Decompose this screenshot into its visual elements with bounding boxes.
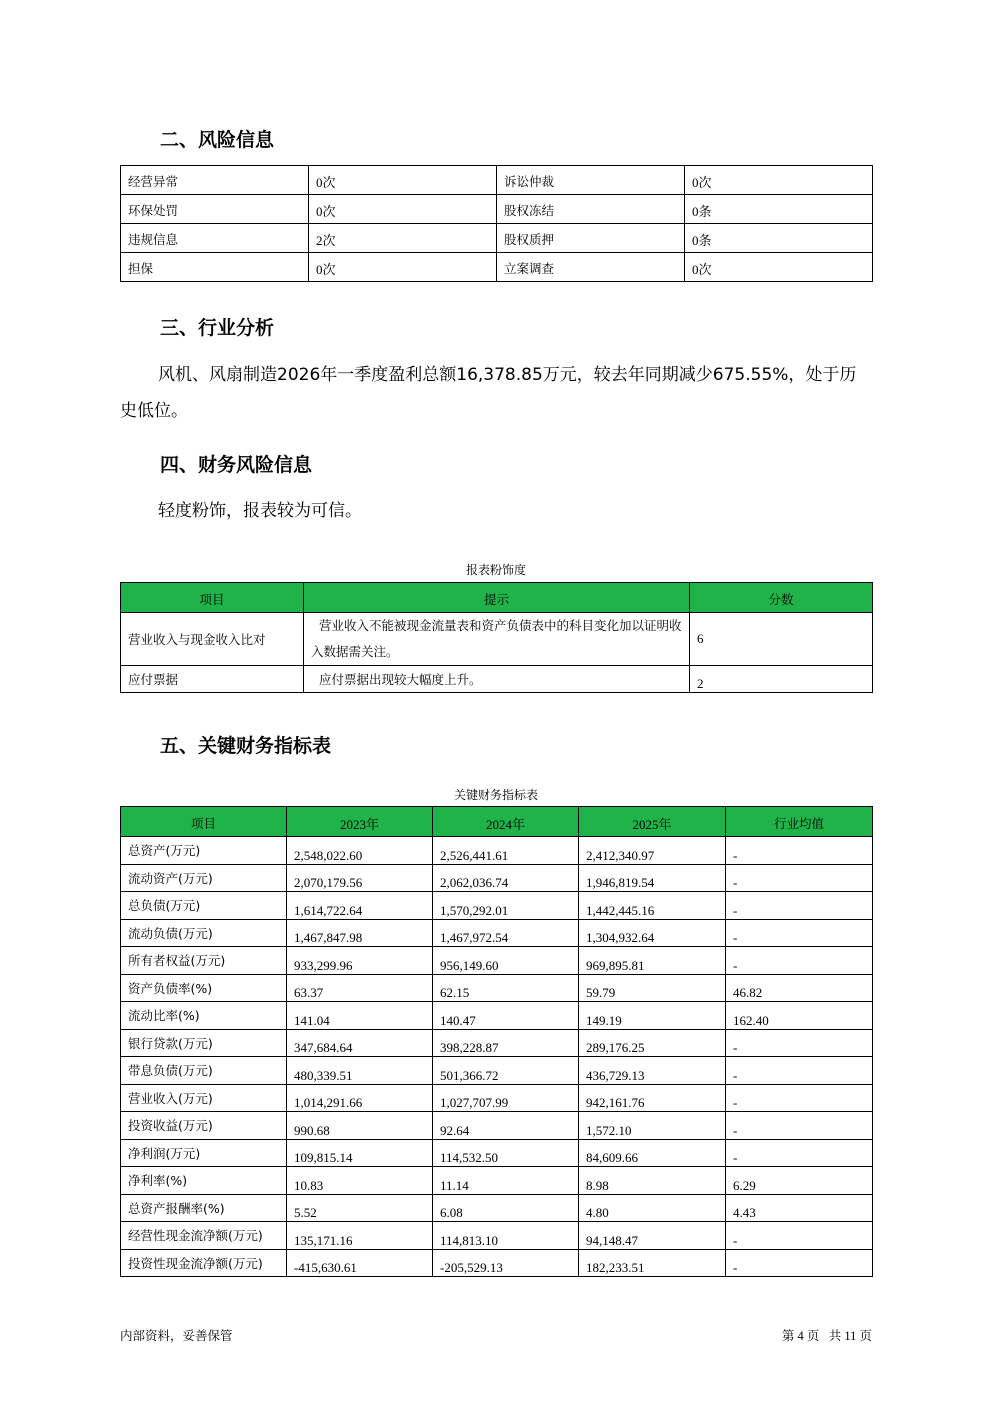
keyfin-item: 营业收入(万元): [121, 1084, 287, 1112]
keyfin-value: 398,228.87: [433, 1029, 579, 1057]
keyfin-value: 63.37: [287, 974, 433, 1002]
keyfin-value: 2,070,179.56: [287, 864, 433, 892]
keyfin-value: -: [726, 1249, 873, 1277]
keyfin-value: 2,548,022.60: [287, 837, 433, 865]
keyfin-value: 5.52: [287, 1194, 433, 1222]
cheat-hint: 应付票据出现较大幅度上升。: [304, 666, 690, 693]
risk-label: 诉讼仲裁: [497, 166, 685, 195]
keyfin-value: 501,366.72: [433, 1057, 579, 1085]
keyfin-value: 59.79: [579, 974, 726, 1002]
keyfin-item: 总资产报酬率(%): [121, 1194, 287, 1222]
keyfin-item: 经营性现金流净额(万元): [121, 1222, 287, 1250]
keyfin-value: -415,630.61: [287, 1249, 433, 1277]
keyfin-value: -: [726, 837, 873, 865]
keyfin-value: 62.15: [433, 974, 579, 1002]
keyfin-row: [121, 1139, 873, 1167]
keyfin-value: 1,614,722.64: [287, 892, 433, 920]
keyfin-value: -205,529.13: [433, 1249, 579, 1277]
keyfin-value: 2,412,340.97: [579, 837, 726, 865]
footer-page-number: 第 4 页 共 11 页: [781, 1329, 872, 1343]
risk-label: 违规信息: [121, 224, 309, 253]
risk-table: [120, 165, 873, 282]
keyfin-value: 1,304,932.64: [579, 919, 726, 947]
keyfin-value: 149.19: [579, 1002, 726, 1030]
keyfin-item: 净利润(万元): [121, 1139, 287, 1167]
keyfin-value: 1,572.10: [579, 1112, 726, 1140]
risk-label: 经营异常: [121, 166, 309, 195]
section-title-financial-risk: 四、财务风险信息: [160, 454, 313, 476]
cheat-hint: 营业收入不能被现金流量表和资产负债表中的科目变化加以证明收入数据需关注。: [304, 613, 690, 666]
keyfin-value: -: [726, 864, 873, 892]
cheat-item: 应付票据: [121, 666, 304, 693]
keyfin-value: 956,149.60: [433, 947, 579, 975]
keyfin-row: [121, 1222, 873, 1250]
keyfin-item: 流动资产(万元): [121, 864, 287, 892]
keyfin-row: [121, 1002, 873, 1030]
risk-row: [121, 224, 873, 253]
keyfin-value: 84,609.66: [579, 1139, 726, 1167]
risk-label: 股权冻结: [497, 195, 685, 224]
keyfin-row: [121, 1057, 873, 1085]
cheat-score: 2: [690, 666, 873, 693]
footer-confidential-note: 内部资料，妥善保管: [120, 1328, 233, 1343]
keyfin-row: [121, 1029, 873, 1057]
keyfin-item: 总负债(万元): [121, 892, 287, 920]
risk-value: 0条: [685, 224, 873, 253]
cheat-header-item: 项目: [121, 583, 304, 613]
financial-risk-paragraph: 轻度粉饰，报表较为可信。: [158, 501, 362, 521]
keyfin-value: 347,684.64: [287, 1029, 433, 1057]
key-financials-table: [120, 806, 873, 1277]
keyfin-header-2023: 2023年: [287, 807, 433, 837]
keyfin-value: 162.40: [726, 1002, 873, 1030]
cheat-header-hint: 提示: [304, 583, 690, 613]
keyfin-value: 11.14: [433, 1167, 579, 1195]
keyfin-row: [121, 1249, 873, 1277]
risk-row: [121, 195, 873, 224]
keyfin-row: [121, 1167, 873, 1195]
keyfin-row: [121, 1194, 873, 1222]
keyfin-value: 942,161.76: [579, 1084, 726, 1112]
keyfin-item: 投资收益(万元): [121, 1112, 287, 1140]
keyfin-value: 4.43: [726, 1194, 873, 1222]
keyfin-value: 969,895.81: [579, 947, 726, 975]
keyfin-value: 1,014,291.66: [287, 1084, 433, 1112]
risk-value: 0次: [309, 195, 497, 224]
keyfin-item: 流动负债(万元): [121, 919, 287, 947]
keyfin-item: 流动比率(%): [121, 1002, 287, 1030]
keyfin-value: 4.80: [579, 1194, 726, 1222]
keyfin-value: 2,062,036.74: [433, 864, 579, 892]
keyfin-table-caption: 关键财务指标表: [453, 788, 538, 802]
keyfin-value: -: [726, 1112, 873, 1140]
keyfin-header-item: 项目: [121, 807, 287, 837]
keyfin-value: -: [726, 1057, 873, 1085]
keyfin-value: 182,233.51: [579, 1249, 726, 1277]
keyfin-value: 94,148.47: [579, 1222, 726, 1250]
keyfin-header-industry-avg: 行业均值: [726, 807, 873, 837]
keyfin-value: 1,442,445.16: [579, 892, 726, 920]
keyfin-header-2025: 2025年: [579, 807, 726, 837]
keyfin-value: 1,570,292.01: [433, 892, 579, 920]
keyfin-value: 46.82: [726, 974, 873, 1002]
keyfin-value: 8.98: [579, 1167, 726, 1195]
keyfin-value: 1,946,819.54: [579, 864, 726, 892]
keyfin-item: 带息负债(万元): [121, 1057, 287, 1085]
keyfin-value: 135,171.16: [287, 1222, 433, 1250]
risk-row: [121, 166, 873, 195]
keyfin-value: 933,299.96: [287, 947, 433, 975]
risk-value: 0次: [685, 253, 873, 282]
risk-label: 立案调查: [497, 253, 685, 282]
keyfin-value: 140.47: [433, 1002, 579, 1030]
keyfin-row: [121, 974, 873, 1002]
section-title-risk: 二、风险信息: [160, 129, 275, 151]
keyfin-item: 总资产(万元): [121, 837, 287, 865]
keyfin-row: [121, 1084, 873, 1112]
cheat-table: [120, 582, 873, 693]
keyfin-value: 990.68: [287, 1112, 433, 1140]
keyfin-header-2024: 2024年: [433, 807, 579, 837]
cheat-header-score: 分数: [690, 583, 873, 613]
keyfin-row: [121, 947, 873, 975]
keyfin-value: -: [726, 1139, 873, 1167]
section-title-key-financials: 五、关键财务指标表: [160, 735, 332, 757]
keyfin-value: 1,467,847.98: [287, 919, 433, 947]
risk-label: 环保处罚: [121, 195, 309, 224]
risk-label: 股权质押: [497, 224, 685, 253]
keyfin-value: -: [726, 919, 873, 947]
keyfin-row: [121, 864, 873, 892]
keyfin-row: [121, 837, 873, 865]
keyfin-value: 2,526,441.61: [433, 837, 579, 865]
keyfin-row: [121, 919, 873, 947]
keyfin-value: 92.64: [433, 1112, 579, 1140]
keyfin-value: 1,467,972.54: [433, 919, 579, 947]
keyfin-value: 10.83: [287, 1167, 433, 1195]
cheat-item: 营业收入与现金收入比对: [121, 613, 304, 666]
keyfin-item: 所有者权益(万元): [121, 947, 287, 975]
keyfin-value: -: [726, 892, 873, 920]
keyfin-item: 净利率(%): [121, 1167, 287, 1195]
keyfin-value: -: [726, 1222, 873, 1250]
keyfin-value: 1,027,707.99: [433, 1084, 579, 1112]
keyfin-value: 6.08: [433, 1194, 579, 1222]
risk-row: [121, 253, 873, 282]
risk-value: 0次: [309, 166, 497, 195]
keyfin-row: [121, 892, 873, 920]
risk-value: 0条: [685, 195, 873, 224]
cheat-score: 6: [690, 613, 873, 666]
keyfin-row: [121, 1112, 873, 1140]
risk-value: 0次: [685, 166, 873, 195]
keyfin-value: 141.04: [287, 1002, 433, 1030]
keyfin-value: -: [726, 1084, 873, 1112]
keyfin-value: 480,339.51: [287, 1057, 433, 1085]
keyfin-value: 114,813.10: [433, 1222, 579, 1250]
risk-value: 0次: [309, 253, 497, 282]
risk-label: 担保: [121, 253, 309, 282]
keyfin-value: 114,532.50: [433, 1139, 579, 1167]
keyfin-value: -: [726, 947, 873, 975]
keyfin-value: -: [726, 1029, 873, 1057]
keyfin-value: 436,729.13: [579, 1057, 726, 1085]
cheat-table-caption: 报表粉饰度: [465, 563, 526, 577]
keyfin-value: 289,176.25: [579, 1029, 726, 1057]
keyfin-item: 银行贷款(万元): [121, 1029, 287, 1057]
keyfin-value: 6.29: [726, 1167, 873, 1195]
section-title-industry: 三、行业分析: [160, 317, 275, 339]
risk-value: 2次: [309, 224, 497, 253]
keyfin-value: 109,815.14: [287, 1139, 433, 1167]
keyfin-item: 投资性现金流净额(万元): [121, 1249, 287, 1277]
keyfin-item: 资产负债率(%): [121, 974, 287, 1002]
industry-paragraph: 风机、风扇制造2026年一季度盈利总额16,378.85万元，较去年同期减少675.55%，处于历史低位。: [120, 365, 857, 421]
